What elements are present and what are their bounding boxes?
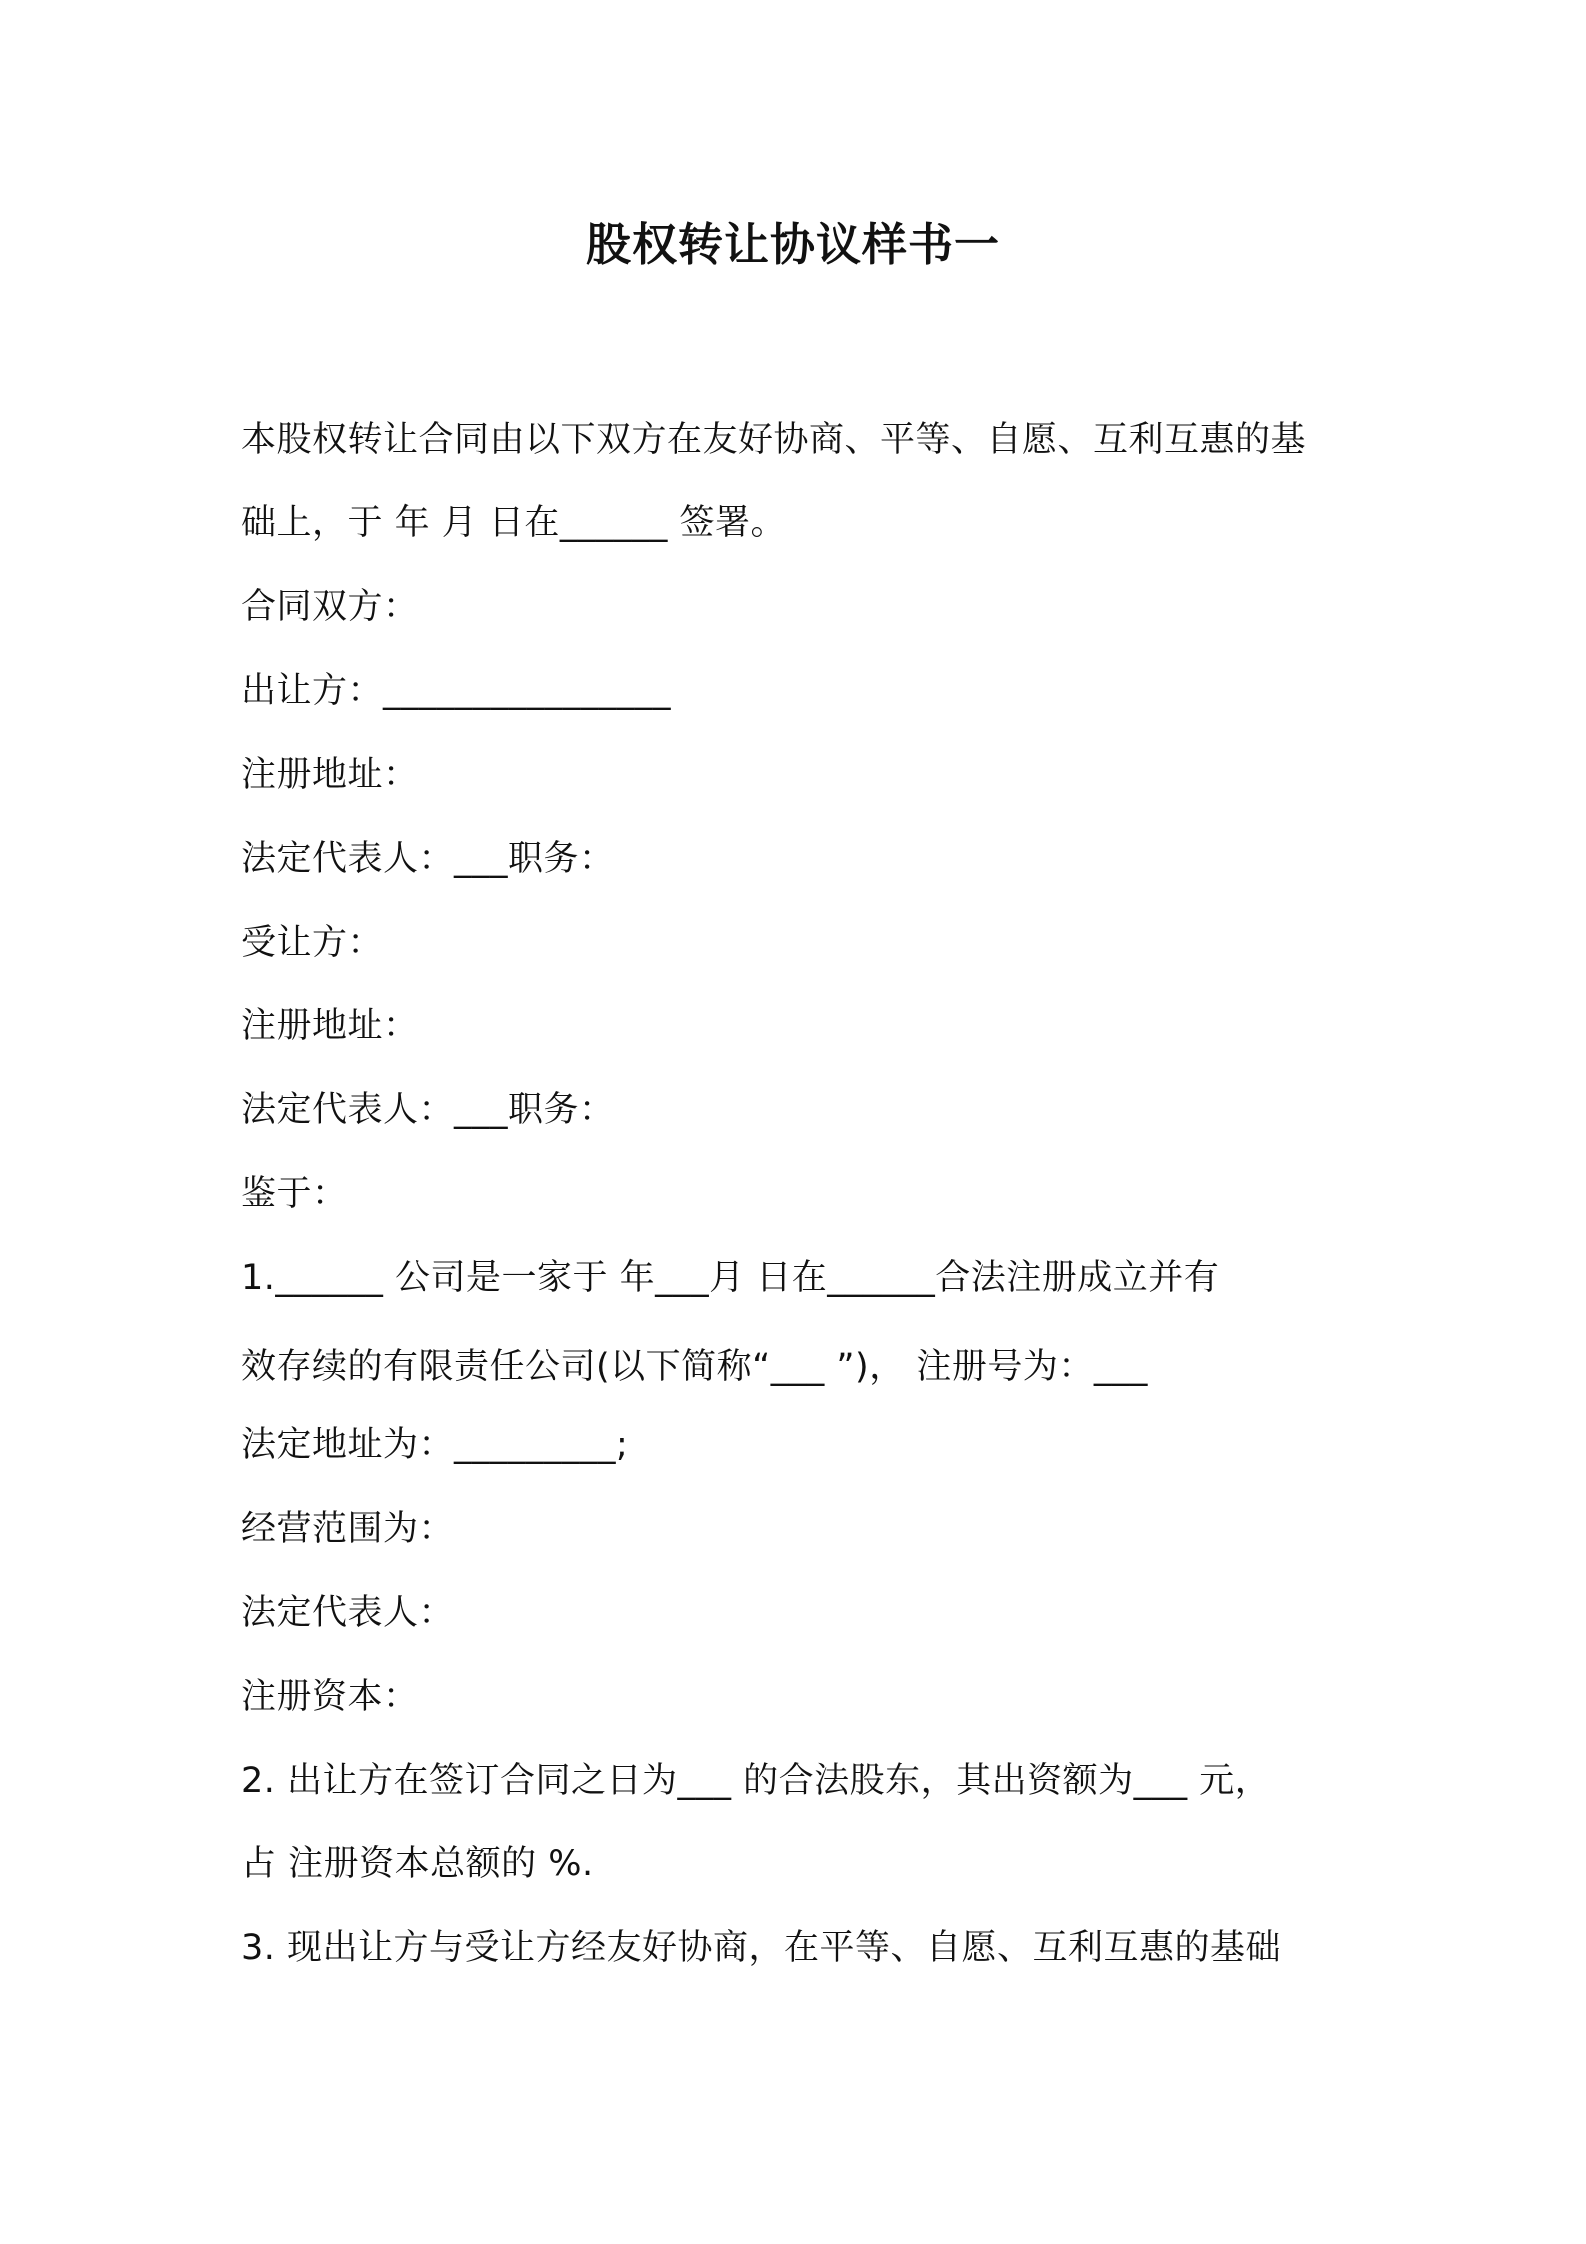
legal-address-line: 法定地址为：_________; (241, 1425, 629, 1465)
transferee-line: 受让方： (241, 923, 384, 963)
clause-2-line-2: 占 注册资本总额的 %. (241, 1844, 594, 1884)
transferee-address-line: 注册地址： (241, 1006, 419, 1046)
whereas-heading: 鉴于： (241, 1174, 348, 1214)
business-scope-line: 经营范围为： (241, 1509, 455, 1549)
preamble-line-1: 本股权转让合同由以下双方在友好协商、平等、自愿、互利互惠的基 (241, 420, 1307, 460)
preamble-line-2: 础上，于 年 月 日在______ 签署。 (241, 503, 787, 543)
clause-2-line-1: 2. 出让方在签订合同之日为___ 的合法股东，其出资额为___ 元， (241, 1761, 1271, 1801)
clause-3-line-1: 3. 现出让方与受让方经友好协商，在平等、自愿、互利互惠的基础 (241, 1928, 1282, 1968)
parties-heading: 合同双方： (241, 587, 419, 627)
transferor-line: 出让方：________________ (241, 671, 672, 711)
transferor-representative-line: 法定代表人：___职务： (241, 839, 615, 879)
clause-1-line-1: 1.______ 公司是一家于 年___月 日在______合法注册成立并有 (241, 1258, 1220, 1298)
document-title: 股权转让协议样书一 (585, 218, 1000, 271)
registered-capital-line: 注册资本： (241, 1677, 419, 1717)
transferee-representative-line: 法定代表人：___职务： (241, 1090, 615, 1130)
clause-1-line-2: 效存续的有限责任公司(以下简称“___ ”)， 注册号为：___ (241, 1347, 1148, 1387)
legal-representative-line: 法定代表人： (241, 1593, 455, 1633)
transferor-address-line: 注册地址： (241, 755, 419, 795)
